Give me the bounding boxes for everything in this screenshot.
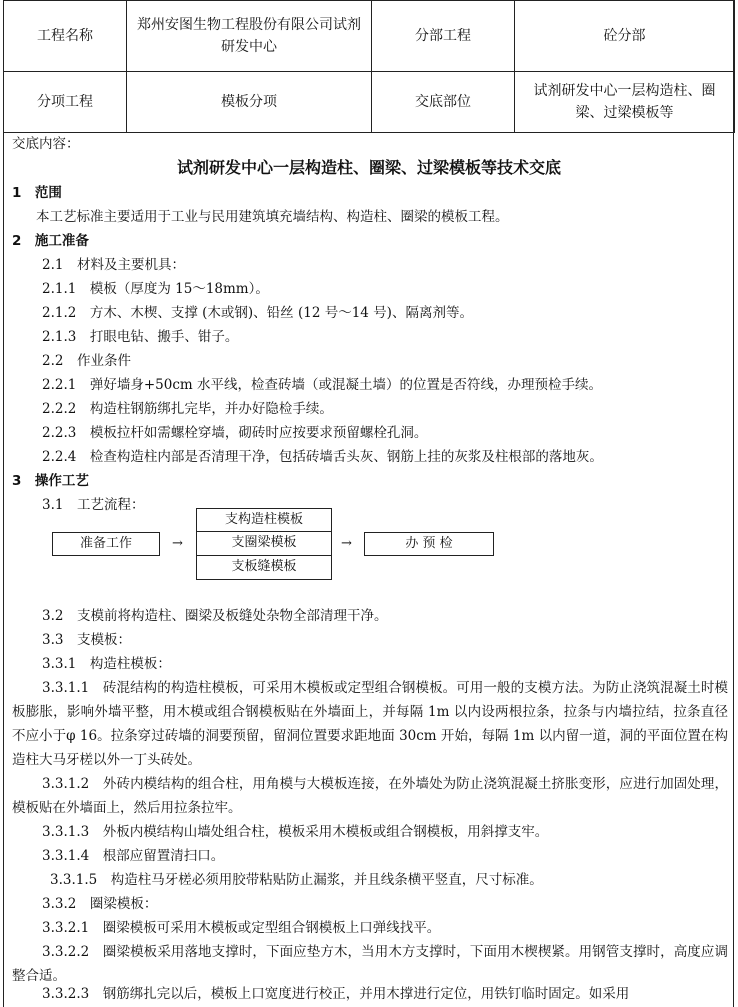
line-13: 3 操作工艺 (12, 473, 89, 489)
line-2: 本工艺标准主要适用于工业与民用建筑填充墙结构、构造柱、圈梁的模板工程。 (36, 209, 509, 225)
line-6: 2.1.2 方木、木楔、支撑 (木或钢)、铅丝 (12 号～14 号)、隔离剂等。 (42, 305, 473, 321)
division-value: 砼分部 (515, 1, 735, 72)
line-15: 3.2 支模前将构造柱、圈梁及板缝处杂物全部清理干净。 (42, 608, 388, 624)
line-5: 2.1.1 模板（厚度为 15～18mm）。 (42, 281, 269, 297)
line-1: 1 范围 (12, 185, 62, 201)
line-11: 2.2.3 模板拉杆如需螺栓穿墙，砌砖时应按要求预留螺栓孔洞。 (42, 425, 428, 441)
line-18: 3.3.1.1 砖混结构的构造柱模板，可采用木模板或定型组合钢模板。可用一般的支模方法。为防止浇筑混凝土时模板膨胀，影响外墙平整，用木模或组合钢模板贴在外墙面上，并每隔 1m 以内设两根拉条，拉条与内墙拉结，拉条直径不应小于φ 16。拉条穿过砖墙的洞要预留，留洞位置要求距地面 30cm 开始，每隔 1m 以内留一道，洞的平面位置在构造柱大马牙槎以外一丁头砖处。 (12, 680, 728, 768)
division-label: 分部工程 (372, 1, 515, 72)
line-7: 2.1.3 打眼电钻、搬手、钳子。 (42, 329, 239, 345)
project-name-value: 郑州安图生物工程股份有限公司试剂研发中心 (127, 1, 372, 72)
line-10: 2.2.2 构造柱钢筋绑扎完毕，并办好隐检手续。 (42, 401, 333, 417)
flow-middle-box-3: 支板缝模板 (196, 555, 332, 580)
location-value: 试剂研发中心一层构造柱、圈梁、过梁模板等 (515, 72, 735, 133)
flow-end-box: 办 预 检 (364, 532, 494, 556)
line-9: 2.2.1 弹好墙身+50cm 水平线，检查砖墙（或混凝土墙）的位置是否符线，办理预检手续。 (42, 377, 602, 393)
project-name-label: 工程名称 (4, 1, 127, 72)
line-23: 3.3.2 圈梁模板： (42, 896, 158, 912)
line-26: 3.3.2.3 钢筋绑扎完以后，模板上口宽度进行校正，并用木撑进行定位，用铁钉临时固定。如采用 (42, 986, 630, 1002)
header-table (3, 0, 735, 133)
line-12: 2.2.4 检查构造柱内部是否清理干净，包括砖墙舌头灰、钢筋上挂的灰浆及柱根部的落地灰。 (42, 449, 603, 465)
line-19: 3.3.1.2 外砖内模结构的组合柱，用角模与大模板连接，在外墙处为防止浇筑混凝土挤胀变形，应进行加固处理，模板贴在外墙面上，然后用拉条拉牢。 (12, 776, 728, 816)
line-24: 3.3.2.1 圈梁模板可采用木模板或定型组合钢模板上口弹线找平。 (42, 920, 441, 936)
flow-arrow-1: → (172, 536, 183, 551)
flow-middle-box-2: 支圈梁模板 (196, 531, 332, 556)
line-8: 2.2 作业条件 (42, 353, 131, 369)
subitem-value: 模板分项 (127, 72, 372, 133)
line-22: 3.3.1.5 构造柱马牙槎必须用胶带粘贴防止漏浆，并且线条横平竖直，尺寸标准。 (50, 872, 543, 888)
document-title: 试剂研发中心一层构造柱、圈梁、过梁模板等技术交底 (176, 158, 561, 177)
line-25: 3.3.2.2 圈梁模板采用落地支撑时，下面应垫方木，当用木方支撑时，下面用木楔楔紧。用钢管支撑时，高度应调整合适。 (12, 944, 728, 984)
flow-middle-box-1: 支构造柱模板 (196, 508, 332, 532)
line-3: 2 施工准备 (12, 233, 89, 249)
location-label: 交底部位 (372, 72, 515, 133)
line-14: 3.1 工艺流程： (42, 497, 145, 513)
subitem-label: 分项工程 (4, 72, 127, 133)
line-21: 3.3.1.4 根部应留置清扫口。 (42, 848, 225, 864)
flow-start-box: 准备工作 (52, 532, 160, 556)
line-4: 2.1 材料及主要机具： (42, 257, 185, 273)
flow-arrow-2: → (341, 536, 352, 551)
line-20: 3.3.1.3 外板内模结构山墙处组合柱，模板采用木模板或组合钢模板，用斜撑支牢。 (42, 824, 549, 840)
content-label: 交底内容： (12, 136, 80, 152)
line-17: 3.3.1 构造柱模板： (42, 656, 171, 672)
line-16: 3.3 支模板： (42, 632, 131, 648)
